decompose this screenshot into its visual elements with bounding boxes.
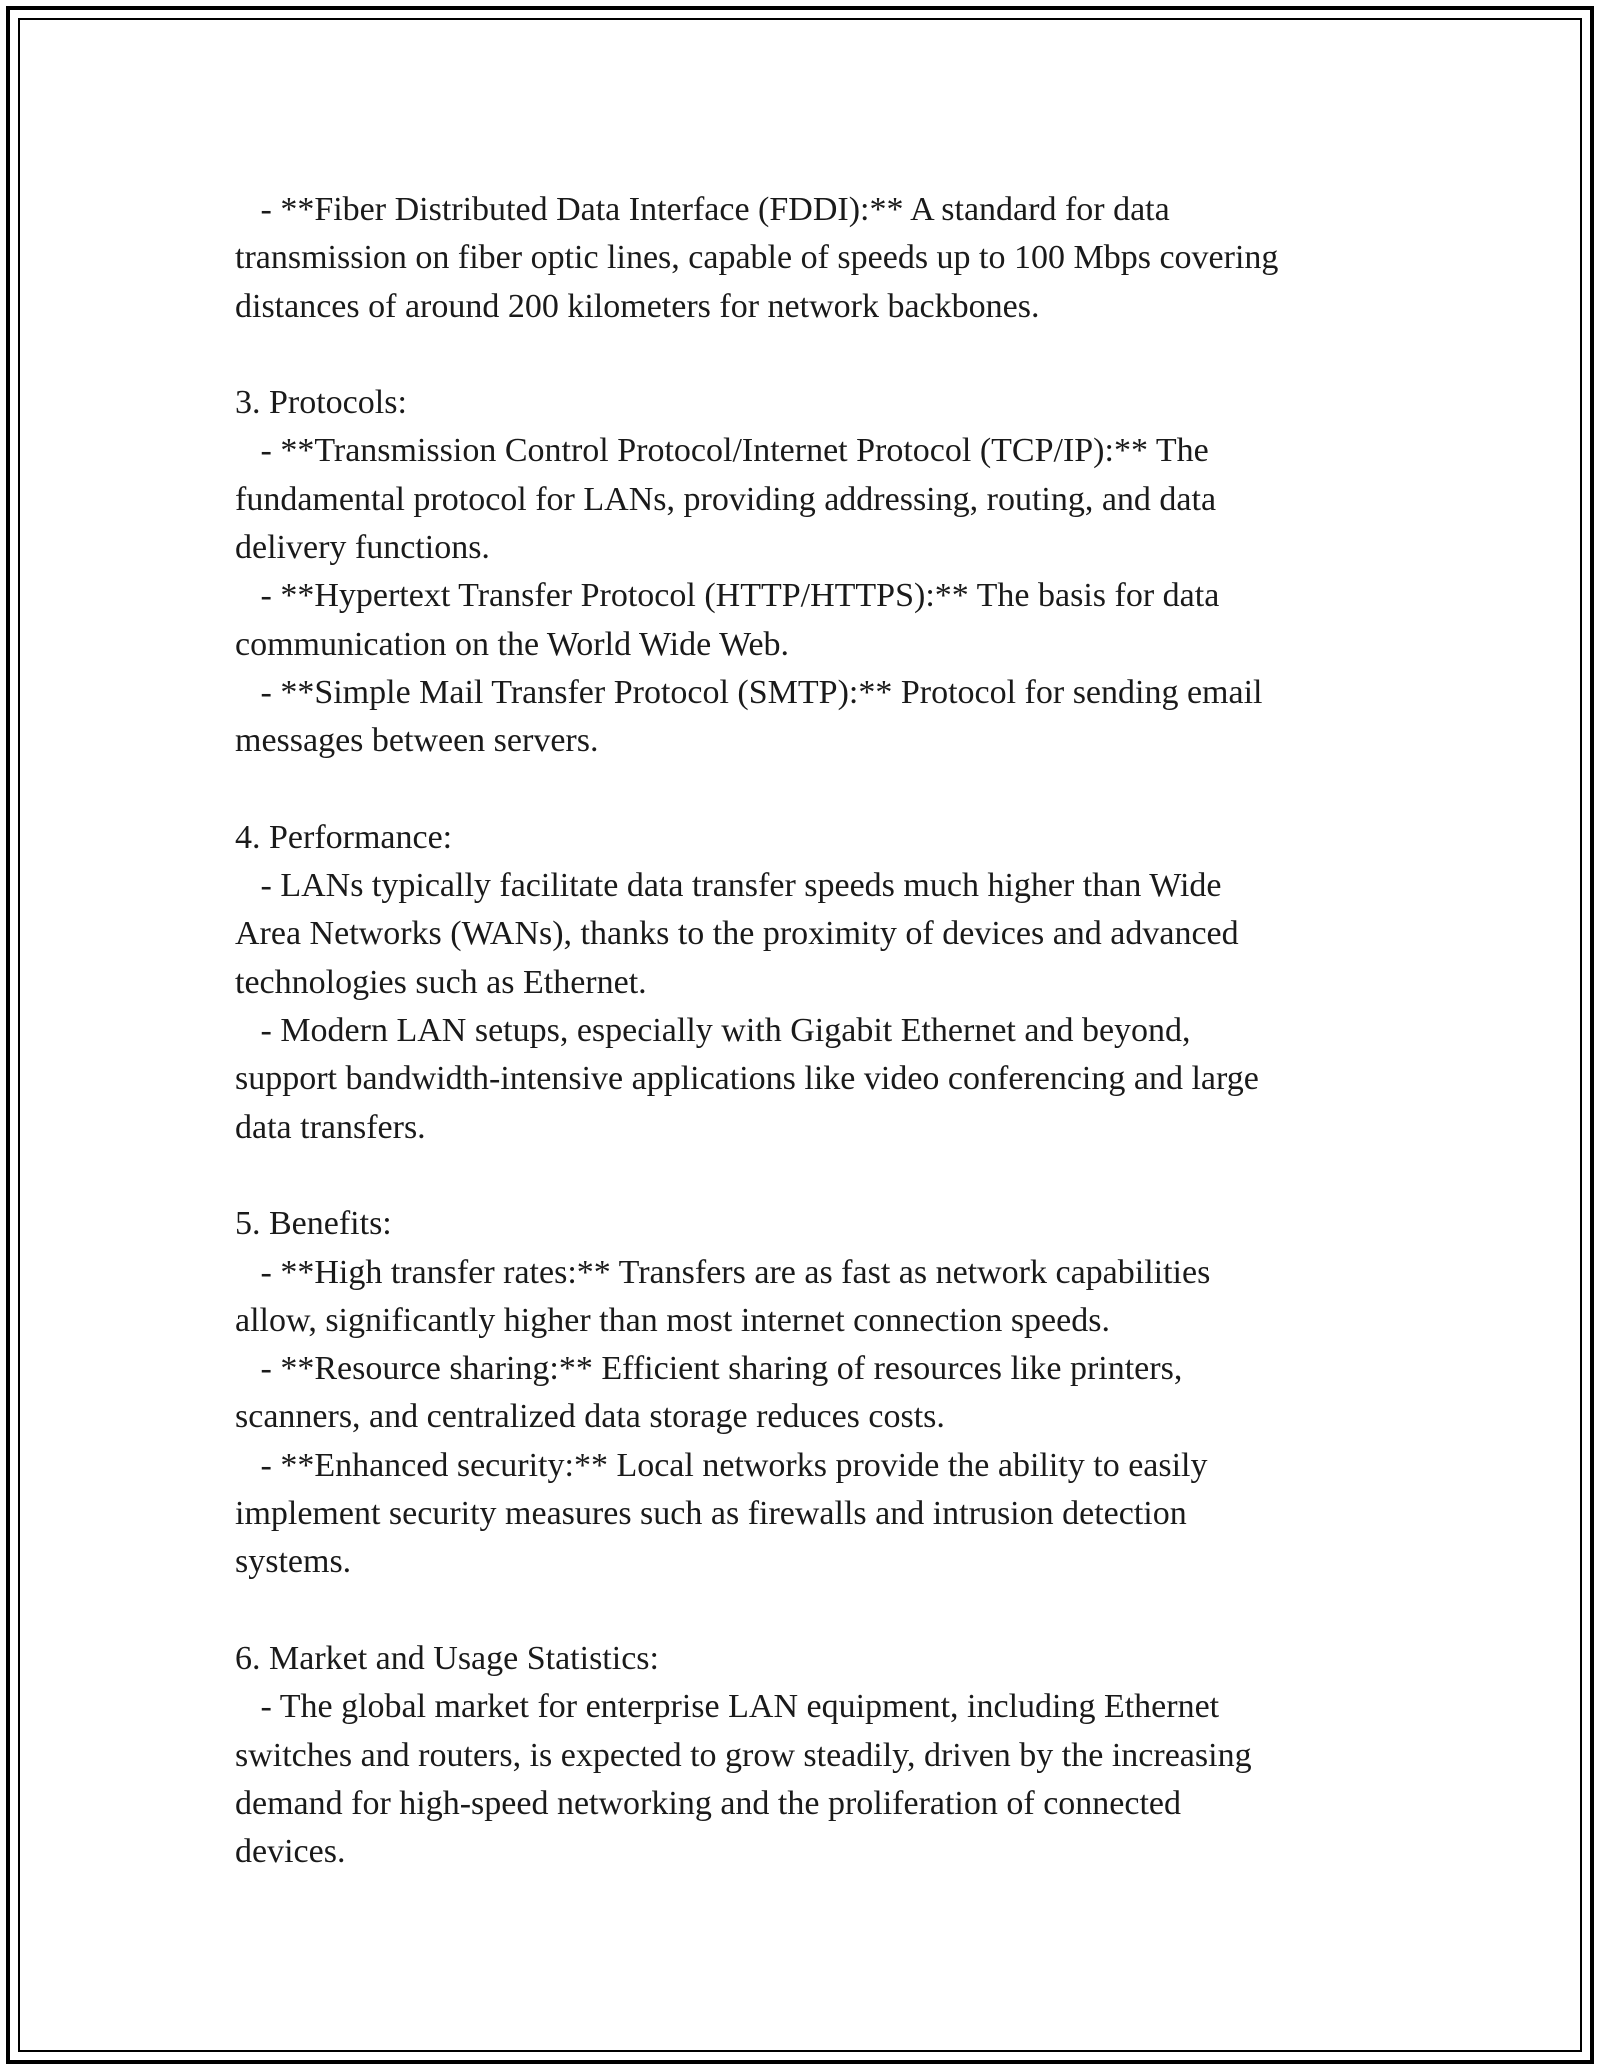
text-line: delivery functions. (235, 529, 490, 567)
blank-line (235, 766, 1385, 814)
text-line: - **Simple Mail Transfer Protocol (SMTP):** Protocol for sending email (235, 673, 1263, 711)
section-heading: 5. Benefits: (235, 1205, 392, 1243)
section-heading: 3. Protocols: (235, 384, 407, 422)
text-line: data transfers. (235, 1108, 426, 1146)
text-line: - **High transfer rates:** Transfers are as fast as network capabilities (235, 1253, 1211, 1291)
text-line: - Modern LAN setups, especially with Gigabit Ethernet and beyond, (235, 1012, 1191, 1050)
text-line: - **Resource sharing:** Efficient sharing of resources like printers, (235, 1350, 1183, 1388)
text-line: communication on the World Wide Web. (235, 625, 790, 663)
text-line: switches and routers, is expected to grow steadily, driven by the increasing (235, 1736, 1252, 1774)
text-line: support bandwidth-intensive applications like video conferencing and large (235, 1060, 1259, 1098)
text-line: - **Hypertext Transfer Protocol (HTTP/HTTPS):** The basis for data (235, 577, 1220, 615)
text-line: - **Transmission Control Protocol/Internet Protocol (TCP/IP):** The (235, 432, 1209, 470)
text-line: - **Enhanced security:** Local networks provide the ability to easily (235, 1446, 1208, 1484)
text-line: distances of around 200 kilometers for network backbones. (235, 287, 1040, 325)
text-line: - **Fiber Distributed Data Interface (FDDI):** A standard for data (235, 191, 1170, 228)
blank-line (235, 331, 1385, 379)
text-line: messages between servers. (235, 722, 599, 760)
text-line: implement security measures such as firewalls and intrusion detection (235, 1495, 1187, 1533)
text-line: demand for high-speed networking and the proliferation of connected (235, 1784, 1182, 1822)
document-body (235, 186, 1385, 1876)
text-line: scanners, and centralized data storage reduces costs. (235, 1398, 945, 1436)
text-line: systems. (235, 1543, 352, 1581)
text-line: technologies such as Ethernet. (235, 963, 647, 1001)
text-line: transmission on fiber optic lines, capable of speeds up to 100 Mbps covering (235, 239, 1279, 277)
text-line: fundamental protocol for LANs, providing addressing, routing, and data (235, 480, 1217, 518)
blank-line (235, 1152, 1385, 1200)
text-line: Area Networks (WANs), thanks to the proximity of devices and advanced (235, 915, 1239, 953)
text-line: - LANs typically facilitate data transfer speeds much higher than Wide (235, 867, 1222, 905)
text-line: devices. (235, 1833, 346, 1871)
section-heading: 6. Market and Usage Statistics: (235, 1639, 659, 1677)
section-heading: 4. Performance: (235, 818, 453, 856)
text-line: allow, significantly higher than most internet connection speeds. (235, 1301, 1110, 1339)
blank-line (235, 1587, 1385, 1635)
text-line: - The global market for enterprise LAN equipment, including Ethernet (235, 1688, 1220, 1726)
